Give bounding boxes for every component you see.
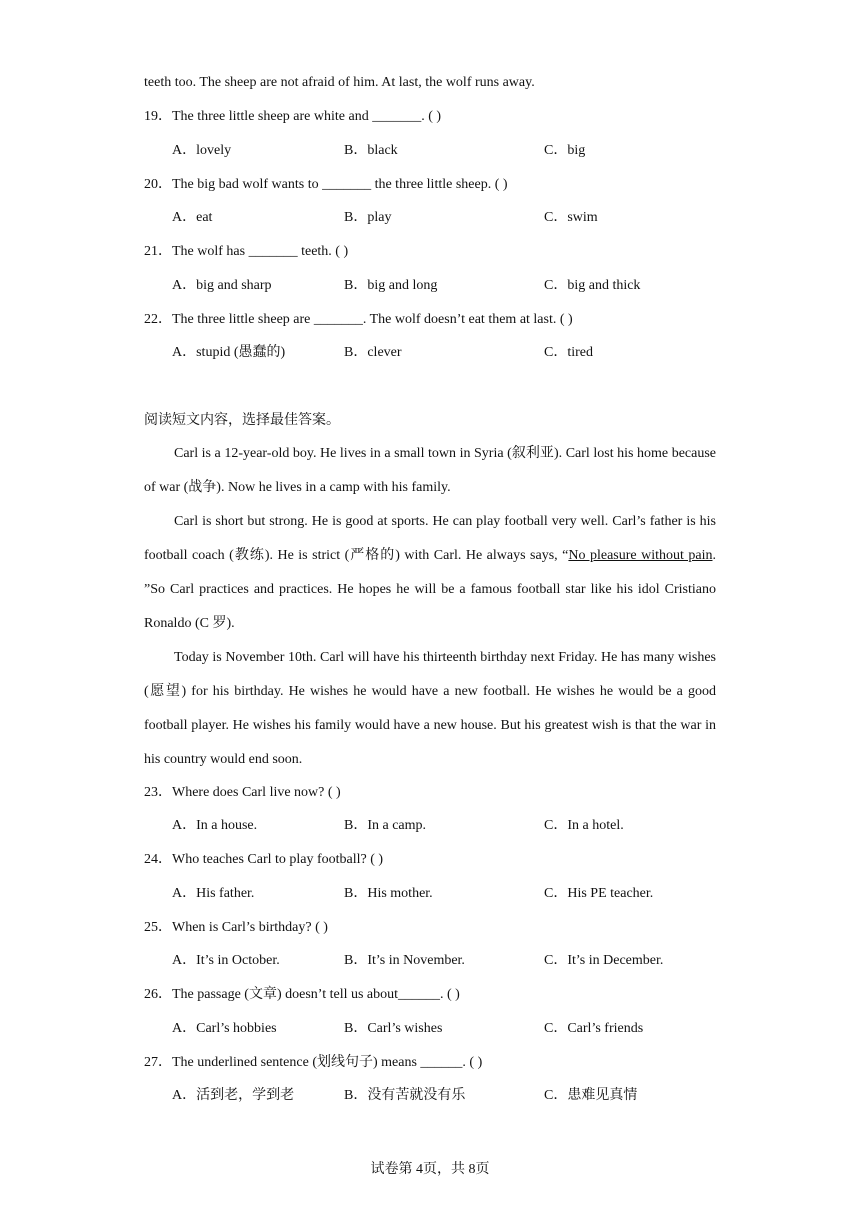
question-text: 20．The big bad wolf wants to _______ the three little sheep. ( )	[144, 177, 508, 192]
option-b[interactable]: B．black	[344, 143, 398, 158]
option-b[interactable]: B．clever	[344, 345, 402, 360]
option-c[interactable]: C．His PE teacher.	[544, 886, 654, 901]
option-a[interactable]: A．It’s in October.	[172, 953, 280, 968]
option-c[interactable]: C．It’s in December.	[544, 953, 664, 968]
option-b[interactable]: B．没有苦就没有乐	[344, 1088, 466, 1103]
option-c[interactable]: C．big and thick	[544, 278, 641, 293]
option-a[interactable]: A．Carl’s hobbies	[172, 1021, 277, 1036]
question-text: 24．Who teaches Carl to play football? ( )	[144, 852, 384, 867]
section-heading: 阅读短文内容，选择最佳答案。	[144, 413, 340, 428]
option-c[interactable]: C．swim	[544, 210, 598, 225]
page-footer: 试卷第 4页，共 8页	[370, 1162, 490, 1177]
question-text: 21．The wolf has _______ teeth. ( )	[144, 244, 349, 259]
option-a[interactable]: A．lovely	[172, 143, 232, 158]
option-a[interactable]: A．活到老，学到老	[172, 1088, 295, 1103]
question-text: 19．The three little sheep are white and _______. ( )	[144, 109, 442, 124]
option-c[interactable]: C．In a hotel.	[544, 818, 624, 833]
option-b[interactable]: B．It’s in November.	[344, 953, 465, 968]
passage-paragraph-1: Carl is a 12-year-old boy. He lives in a small town in Syria (叙利亚). Carl lost his home because of war (战争). Now he lives in a camp with his family.	[144, 446, 716, 495]
option-b[interactable]: B．play	[344, 210, 392, 225]
paragraph-text: Carl is short but strong. He is good at sports. He can play football very well. Carl’s father is his football coach (教练). He is strict (严格的) with Carl. He always says, “	[144, 514, 716, 563]
underlined-sentence: No pleasure without pain	[568, 548, 713, 563]
passage-paragraph-2	[144, 505, 716, 641]
passage-paragraph-3: Today is November 10th. Carl will have his thirteenth birthday next Friday. He has many wishes (愿望) for his birthday. He wishes he would have a new football. He wishes he would be a good football player. He wishes his family would have a new house. But his greatest wish is that the war in his country would end soon.	[144, 650, 716, 767]
option-b[interactable]: B．Carl’s wishes	[344, 1021, 443, 1036]
question-text: 22．The three little sheep are _______. The wolf doesn’t eat them at last. ( )	[144, 312, 573, 327]
question-text: 27．The underlined sentence (划线句子) means ______. ( )	[144, 1055, 483, 1070]
option-b[interactable]: B．big and long	[344, 278, 438, 293]
option-c[interactable]: C．big	[544, 143, 586, 158]
option-a[interactable]: A．eat	[172, 210, 213, 225]
option-c[interactable]: C．Carl’s friends	[544, 1021, 644, 1036]
paragraph-text: . ”So Carl practices and practices. He hopes he will be a famous football star like his idol Cristiano Ronaldo (C 罗).	[144, 548, 716, 631]
option-a[interactable]: A．stupid (愚蠢的)	[172, 345, 286, 360]
option-a[interactable]: A．In a house.	[172, 818, 258, 833]
option-a[interactable]: A．His father.	[172, 886, 255, 901]
passage-continuation-line: teeth too. The sheep are not afraid of him. At last, the wolf runs away.	[144, 75, 535, 90]
question-text: 23．Where does Carl live now? ( )	[144, 785, 341, 800]
option-a[interactable]: A．big and sharp	[172, 278, 272, 293]
option-b[interactable]: B．His mother.	[344, 886, 433, 901]
question-text: 26．The passage (文章) doesn’t tell us about______. ( )	[144, 987, 460, 1002]
option-b[interactable]: B．In a camp.	[344, 818, 427, 833]
question-text: 25．When is Carl’s birthday? ( )	[144, 920, 328, 935]
option-c[interactable]: C．tired	[544, 345, 593, 360]
reading-passage	[144, 437, 716, 777]
option-c[interactable]: C．患难见真情	[544, 1088, 638, 1103]
